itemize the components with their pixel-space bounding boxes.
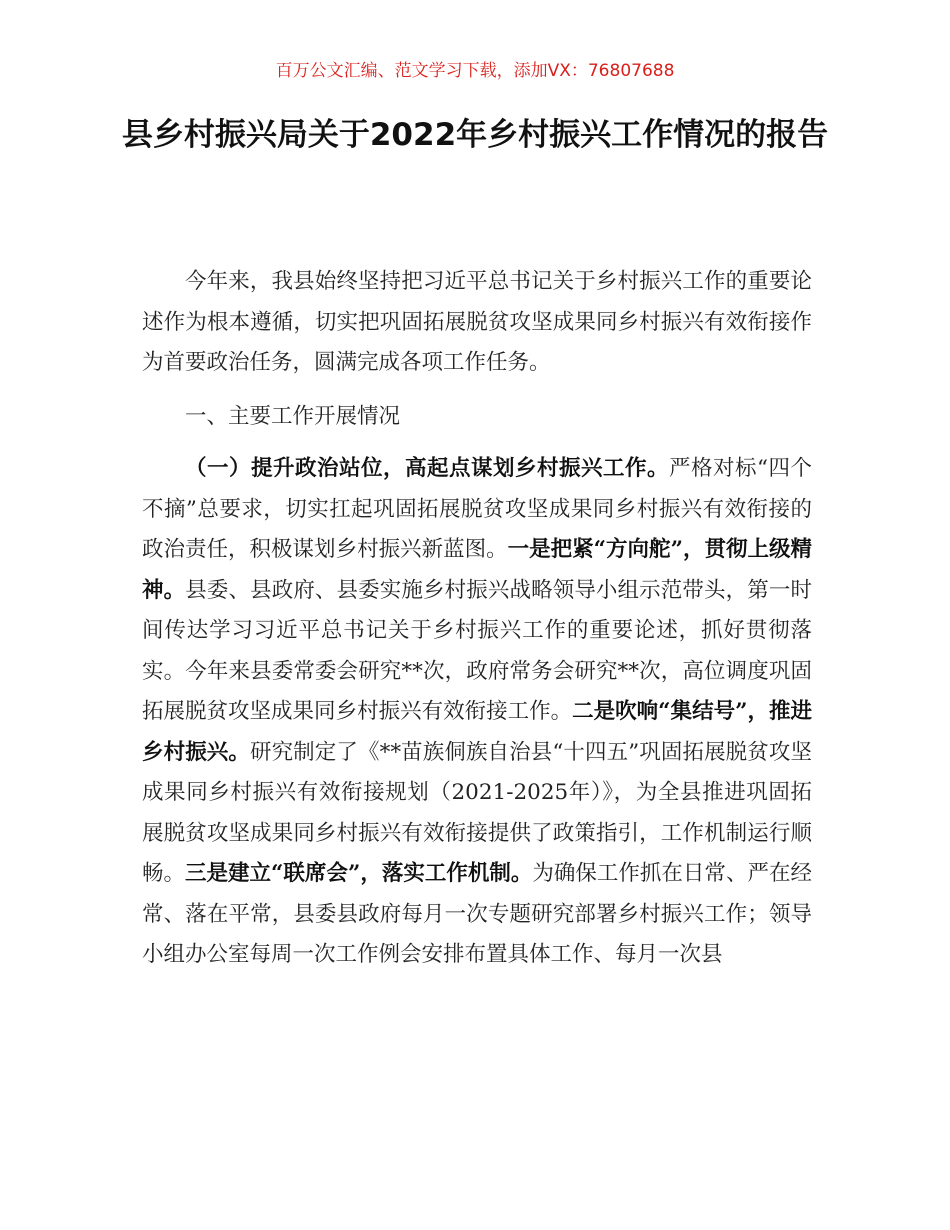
subsection-paragraph-1 [142, 449, 812, 976]
subsection-text: 严格对标“四个不摘”总要求，切实扛起巩固拓展脱贫攻坚成果同乡村振兴有效衔接的政治责任，积极谋划乡村振兴新蓝图。 [142, 456, 812, 562]
point-2-lead: 二是吹响“集结号”，推进乡村振兴。 [142, 699, 812, 765]
point-1-text: 县委、县政府、县委实施乡村振兴战略领导小组示范带头，第一时间传达学习习近平总书记关于乡村振兴工作的重要论述，抓好贯彻落实。今年来县委常委会研究**次，政府常务会研究**次，高位调度巩固拓展脱贫攻坚成果同乡村振兴有效衔接工作。 [142, 577, 812, 724]
header-watermark-note: 百万公文汇编、范文学习下载，添加VX：76807688 [275, 61, 675, 81]
section-heading-1: 一、主要工作开展情况 [185, 403, 401, 429]
document-body [142, 262, 812, 989]
subsection-lead: （一）提升政治站位，高起点谋划乡村振兴工作。 [185, 456, 669, 481]
point-1-lead: 一是把紧“方向舵”，贯彻上级精神。 [142, 537, 812, 603]
point-3-lead: 三是建立“联席会”，落实工作机制。 [185, 861, 533, 886]
point-2-text: 研究制定了《**苗族侗族自治县“十四五”巩固拓展脱贫攻坚成果同乡村振兴有效衔接规划（2021-2025年）》，为全县推进巩固拓展脱贫攻坚成果同乡村振兴有效衔接提供了政策指引，工作机制运行顺畅。 [142, 739, 812, 886]
intro-paragraph: 今年来，我县始终坚持把习近平总书记关于乡村振兴工作的重要论述作为根本遵循，切实把巩固拓展脱贫攻坚成果同乡村振兴有效衔接作为首要政治任务，圆满完成各项工作任务。 [142, 269, 812, 375]
document-title: 县乡村振兴局关于2022年乡村振兴工作情况的报告 [121, 117, 829, 153]
point-3-text: 为确保工作抓在日常、严在经常、落在平常，县委县政府每月一次专题研究部署乡村振兴工作；领导小组办公室每周一次工作例会安排布置具体工作、每月一次县 [142, 861, 812, 967]
